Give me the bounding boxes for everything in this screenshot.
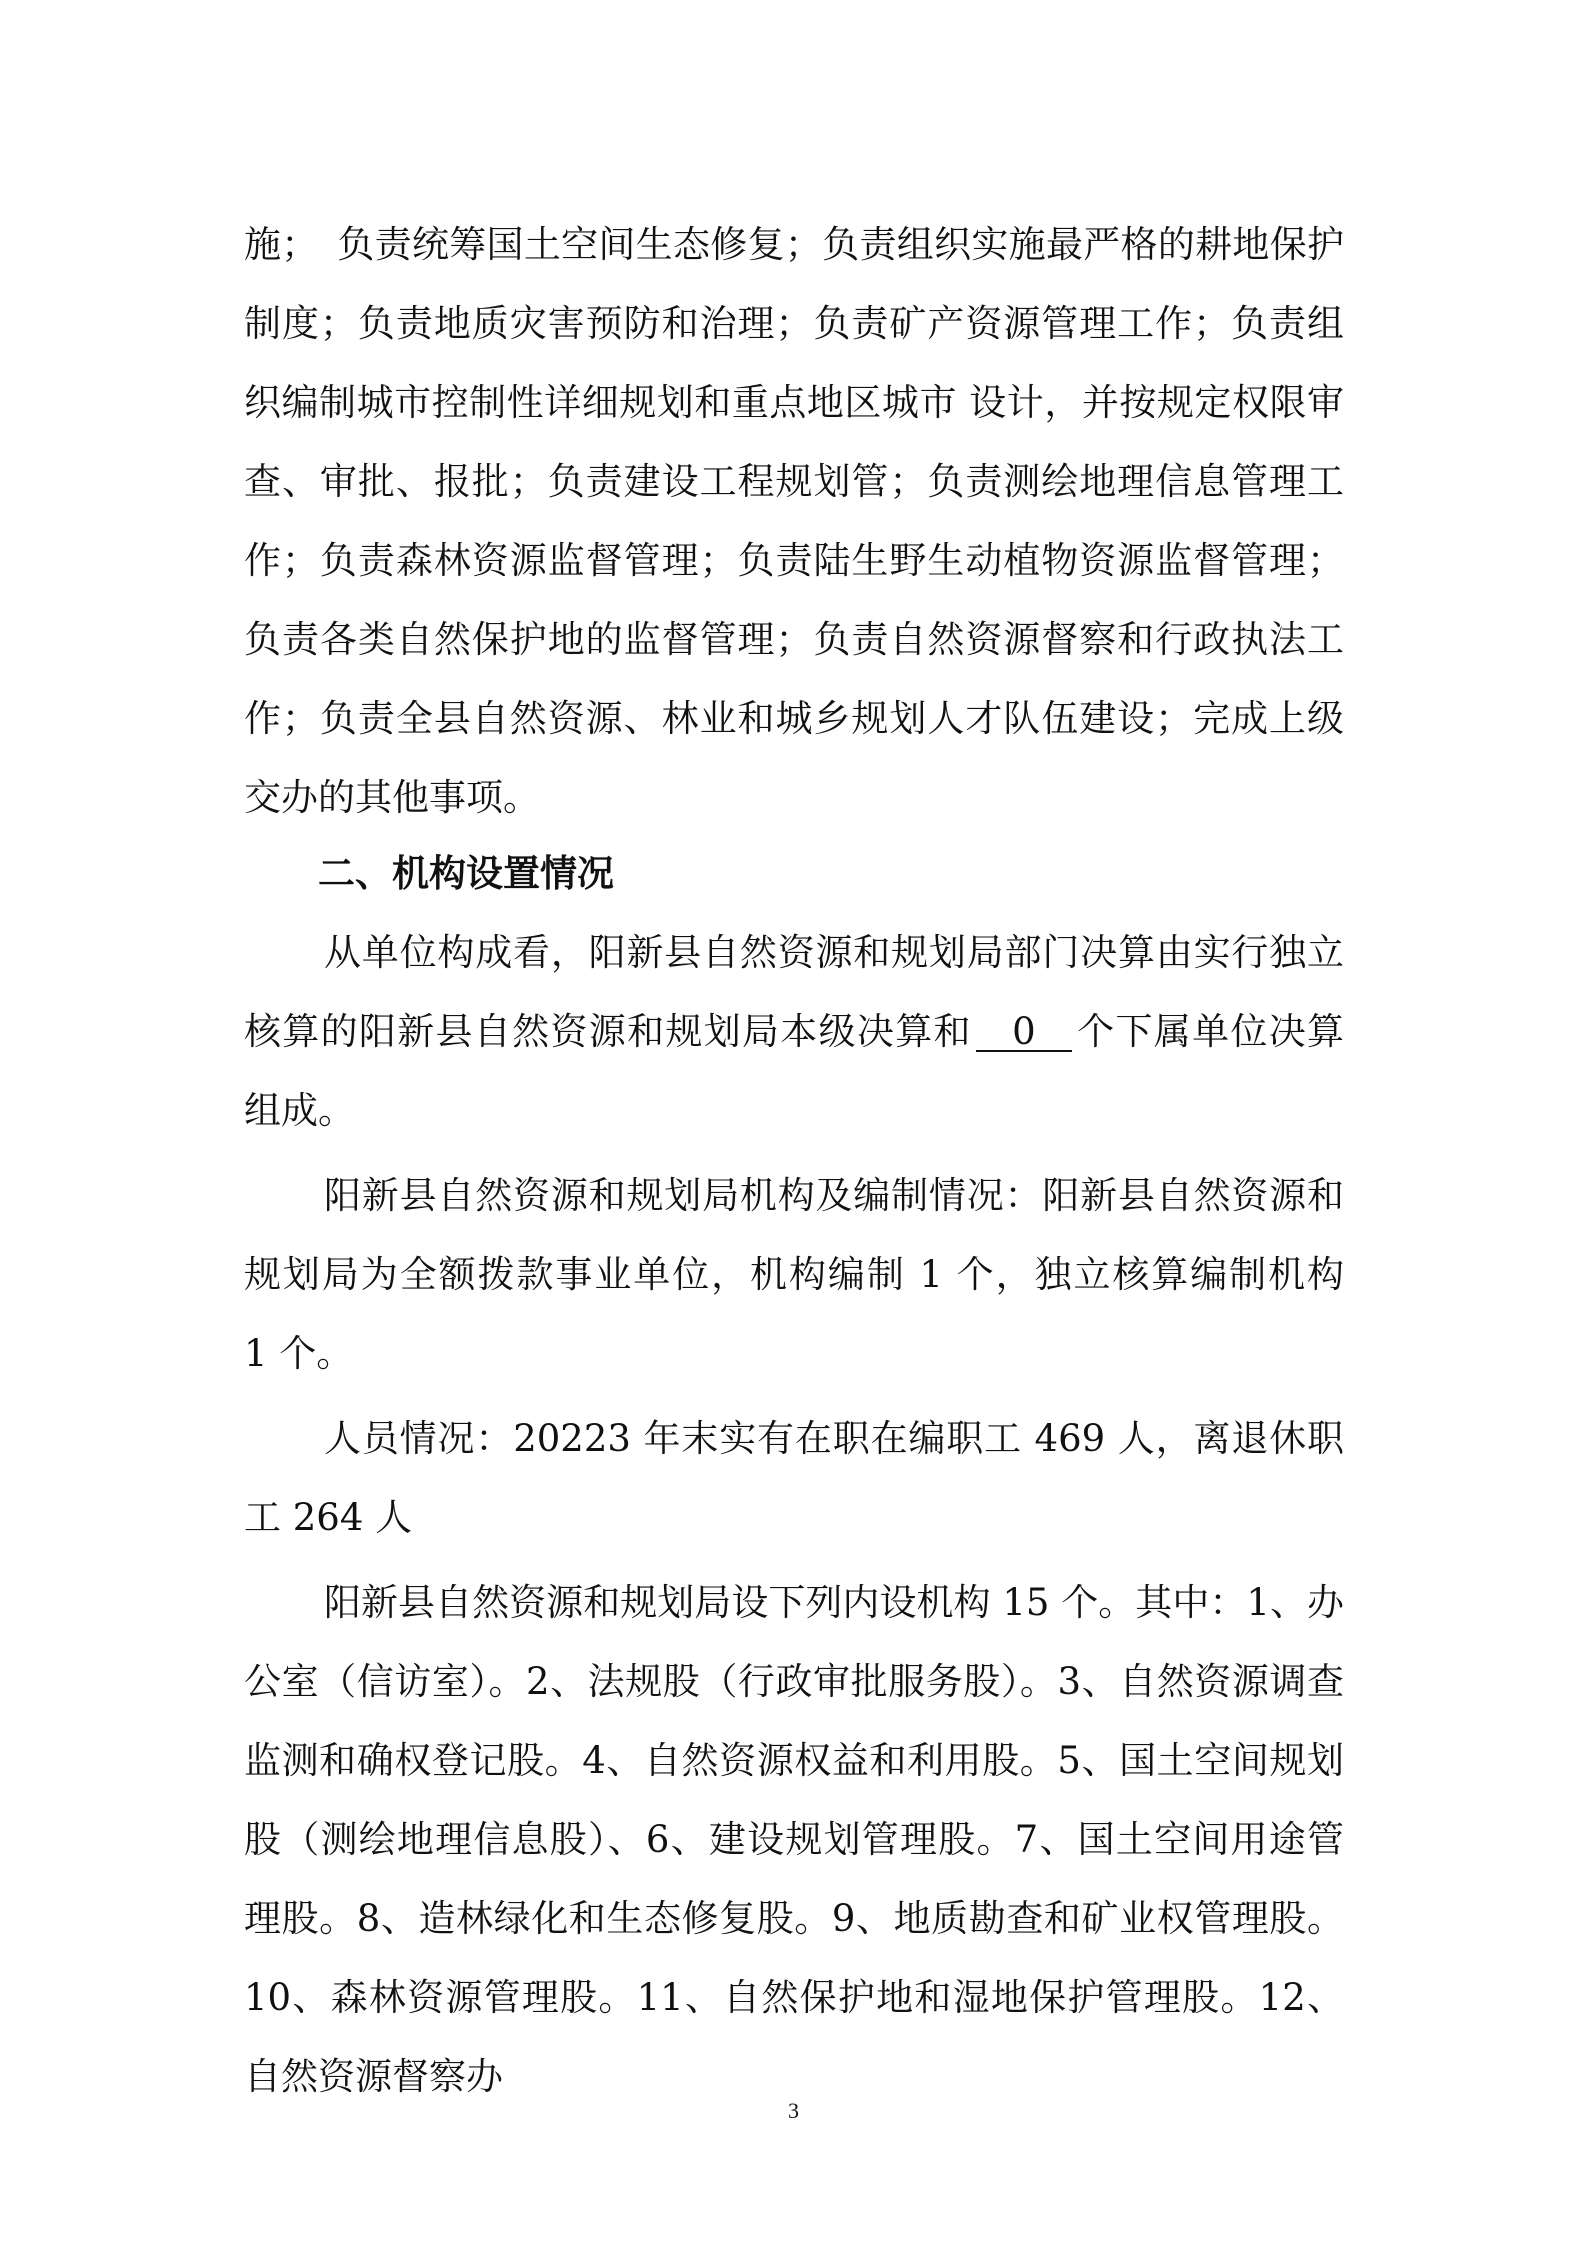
unit-composition-text-before: 从单位构成看，阳新县自然资源和规划局部门决算由实行独立核算的阳新县自然资源和规划局本级决算和 <box>244 931 1344 1053</box>
staffing-establishment-paragraph: 阳新县自然资源和规划局机构及编制情况：阳新县自然资源和规划局为全额拨款事业单位，机构编制 1 个，独立核算编制机构 1 个。 <box>244 1174 1381 1375</box>
page-number: 3 <box>788 2098 799 2123</box>
subordinate-unit-count: 0 <box>976 1014 1072 1052</box>
duties-continuation-paragraph: 施； 负责统筹国土空间生态修复；负责组织实施最严格的耕地保护制度；负责地质灾害预防和治理；负责矿产资源管理工作；负责组织编制城市控制性详细规划和重点地区城市 设计，并按规定权限审查、审批、报批；负责建设工程规划管；负责测绘地理信息管理工作；负责森林资源监督管理；负责陆生野生动植物资源监督管理；负责各类自然保护地的监督管理；负责自然资源督察和行政执法工作；负责全县自然资源、林业和城乡规划人才队伍建设；完成上级交办的其他事项。 <box>244 223 1344 819</box>
internal-departments-paragraph: 阳新县自然资源和规划局设下列内设机构 15 个。其中：1、办公室（信访室）。2、法规股（行政审批服务股）。3、自然资源调查监测和确权登记股。4、自然资源权益和利用股。5、国土空间规划股（测绘地理信息股）、6、建设规划管理股。7、国土空间用途管理股。8、造林绿化和生态修复股。9、地质勘查和矿业权管理股。10、森林资源管理股。11、自然保护地和湿地保护管理股。12、自然资源督察办 <box>244 1581 1344 2098</box>
unit-composition-paragraph <box>244 913 1344 1150</box>
section-heading-organization: 二、机构设置情况 <box>318 851 614 895</box>
personnel-paragraph: 人员情况：20223 年末实有在职在编职工 469 人，离退休职工 264 人 <box>244 1417 1344 1539</box>
unit-composition-text-after: 个下属单位决算组成。 <box>244 1010 1345 1132</box>
